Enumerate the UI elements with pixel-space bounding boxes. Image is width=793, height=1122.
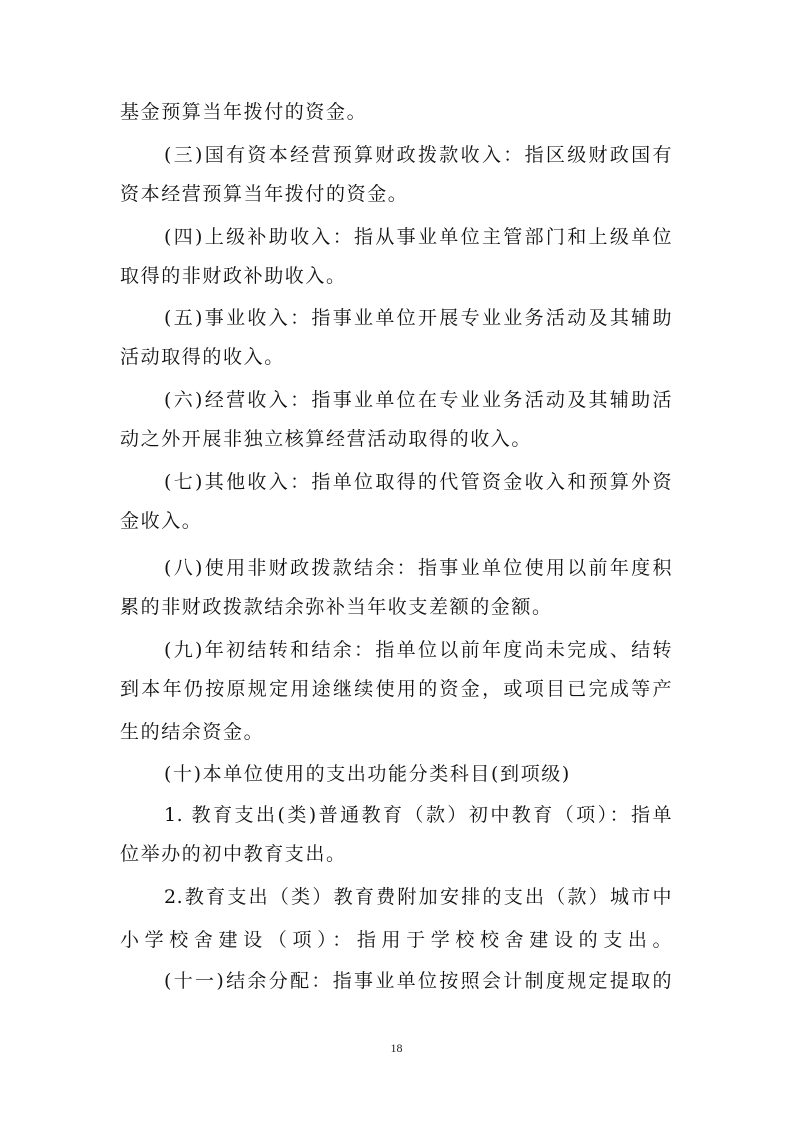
text-line: (四)上级补助收入：指从事业单位主管部门和上级单位	[164, 226, 672, 248]
text-line: (五)事业收入：指事业单位开展专业业务活动及其辅助	[164, 307, 672, 329]
text-line: 资本经营预算当年拨付的资金。	[120, 183, 409, 205]
text-line: 活动取得的收入。	[120, 346, 285, 368]
text-line: 生的结余资金。	[120, 721, 265, 743]
text-line: (十)本单位使用的支出功能分类科目(到项级)	[164, 763, 571, 785]
text-line: (三)国有资本经营预算财政拨款收入：指区级财政国有	[164, 144, 672, 166]
text-line: 累的非财政拨款结余弥补当年收支差额的金额。	[120, 596, 553, 618]
text-line: 取得的非财政补助收入。	[120, 265, 347, 287]
text-line: 小学校舍建设（项）：指用于学校校舍建设的支出。	[120, 929, 672, 951]
text-line: 位举办的初中教育支出。	[120, 843, 347, 865]
text-line: 1. 教育支出(类)普通教育（款）初中教育（项）：指单	[164, 804, 672, 826]
text-line: (九)年初结转和结余：指单位以前年度尚未完成、结转	[164, 639, 672, 661]
text-line: (十一)结余分配：指事业单位按照会计制度规定提取的	[164, 970, 672, 992]
text-line: (八)使用非财政拨款结余：指事业单位使用以前年度积	[164, 557, 672, 579]
text-line: 动之外开展非独立核算经营活动取得的收入。	[120, 428, 533, 450]
page-number: 18	[390, 1041, 403, 1055]
text-line: 2.教育支出（类）教育费附加安排的支出（款）城市中	[164, 886, 672, 908]
text-line: (七)其他收入：指单位取得的代管资金收入和预算外资	[164, 471, 672, 493]
text-line: 到本年仍按原规定用途继续使用的资金，或项目已完成等产	[120, 678, 672, 700]
text-line: 金收入。	[120, 510, 203, 532]
text-line: (六)经营收入：指事业单位在专业业务活动及其辅助活	[164, 389, 672, 411]
text-line: 基金预算当年拨付的资金。	[120, 101, 368, 123]
